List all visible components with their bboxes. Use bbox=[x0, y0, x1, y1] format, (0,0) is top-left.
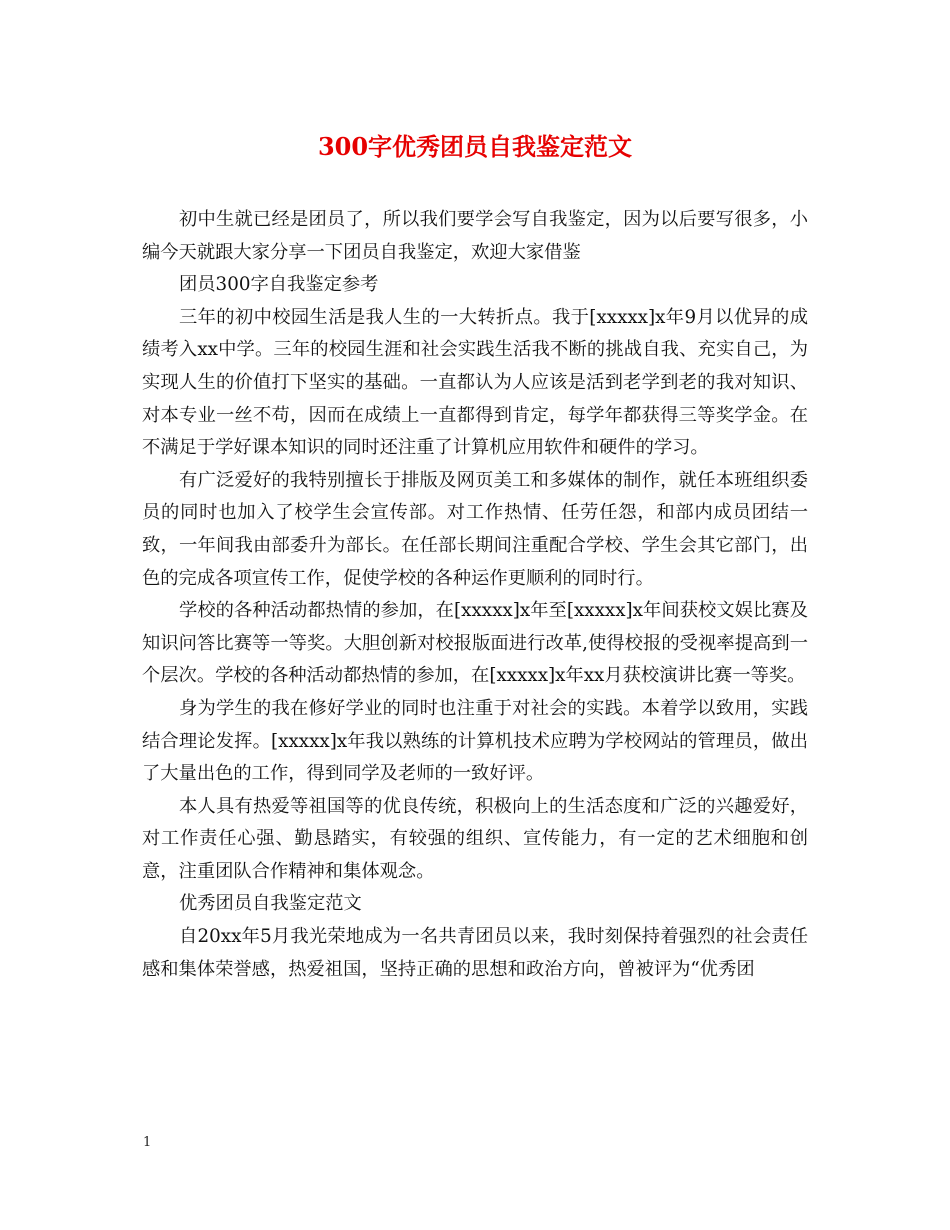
page-number: 1 bbox=[143, 1135, 152, 1150]
body-paragraph: 本人具有热爱等祖国等的优良传统，积极向上的生活态度和广泛的兴趣爱好，对工作责任心强、勤恳踏实，有较强的组织、宣传能力，有一定的艺术细胞和创意，注重团队合作精神和集体观念。 bbox=[142, 795, 808, 882]
document-body bbox=[142, 204, 808, 986]
body-paragraph: 身为学生的我在修好学业的同时也注重于对社会的实践。本着学以致用，实践结合理论发挥。[xxxxx]x年我以熟练的计算机技术应聘为学校网站的管理员，做出了大量出色的工作，得到同学及老师的一致好评。 bbox=[142, 697, 808, 785]
section-heading: 优秀团员自我鉴定范文 bbox=[179, 893, 362, 915]
body-paragraph: 有广泛爱好的我特别擅长于排版及网页美工和多媒体的制作，就任本班组织委员的同时也加入了校学生会宣传部。对工作热情、任劳任怨，和部内成员团结一致，一年间我由部委升为部长。在任部长期间注重配合学校、学生会其它部门，出色的完成各项宣传工作，促使学校的各种运作更顺利的同时行。 bbox=[142, 469, 808, 589]
body-paragraph: 三年的初中校园生活是我人生的一大转折点。我于[xxxxx]x年9月以优异的成绩考入xx中学。三年的校园生涯和社会实践生活我不断的挑战自我、充实自己，为实现人生的价值打下坚实的基础。一直都认为人应该是活到老学到老的我对知识、对本专业一丝不苟，因而在成绩上一直都得到肯定，每学年都获得三等奖学金。在不满足于学好课本知识的同时还注重了计算机应用软件和硬件的学习。 bbox=[142, 306, 808, 459]
body-paragraph: 学校的各种活动都热情的参加，在[xxxxx]x年至[xxxxx]x年间获校文娱比赛及知识问答比赛等一等奖。大胆创新对校报版面进行改革,使得校报的受视率提高到一个层次。学校的各种活动都热情的参加，在[xxxxx]x年xx月获校演讲比赛一等奖。 bbox=[142, 600, 808, 687]
section-heading: 团员300字自我鉴定参考 bbox=[179, 274, 379, 296]
intro-paragraph: 初中生就已经是团员了，所以我们要学会写自我鉴定，因为以后要写很多，小编今天就跟大家分享一下团员自我鉴定，欢迎大家借鉴 bbox=[142, 209, 808, 263]
body-paragraph: 自20xx年5月我光荣地成为一名共青团员以来，我时刻保持着强烈的社会责任感和集体荣誉感，热爱祖国，坚持正确的思想和政治方向，曾被评为“优秀团 bbox=[142, 926, 808, 980]
document-title: 300字优秀团员自我鉴定范文 bbox=[317, 132, 633, 161]
